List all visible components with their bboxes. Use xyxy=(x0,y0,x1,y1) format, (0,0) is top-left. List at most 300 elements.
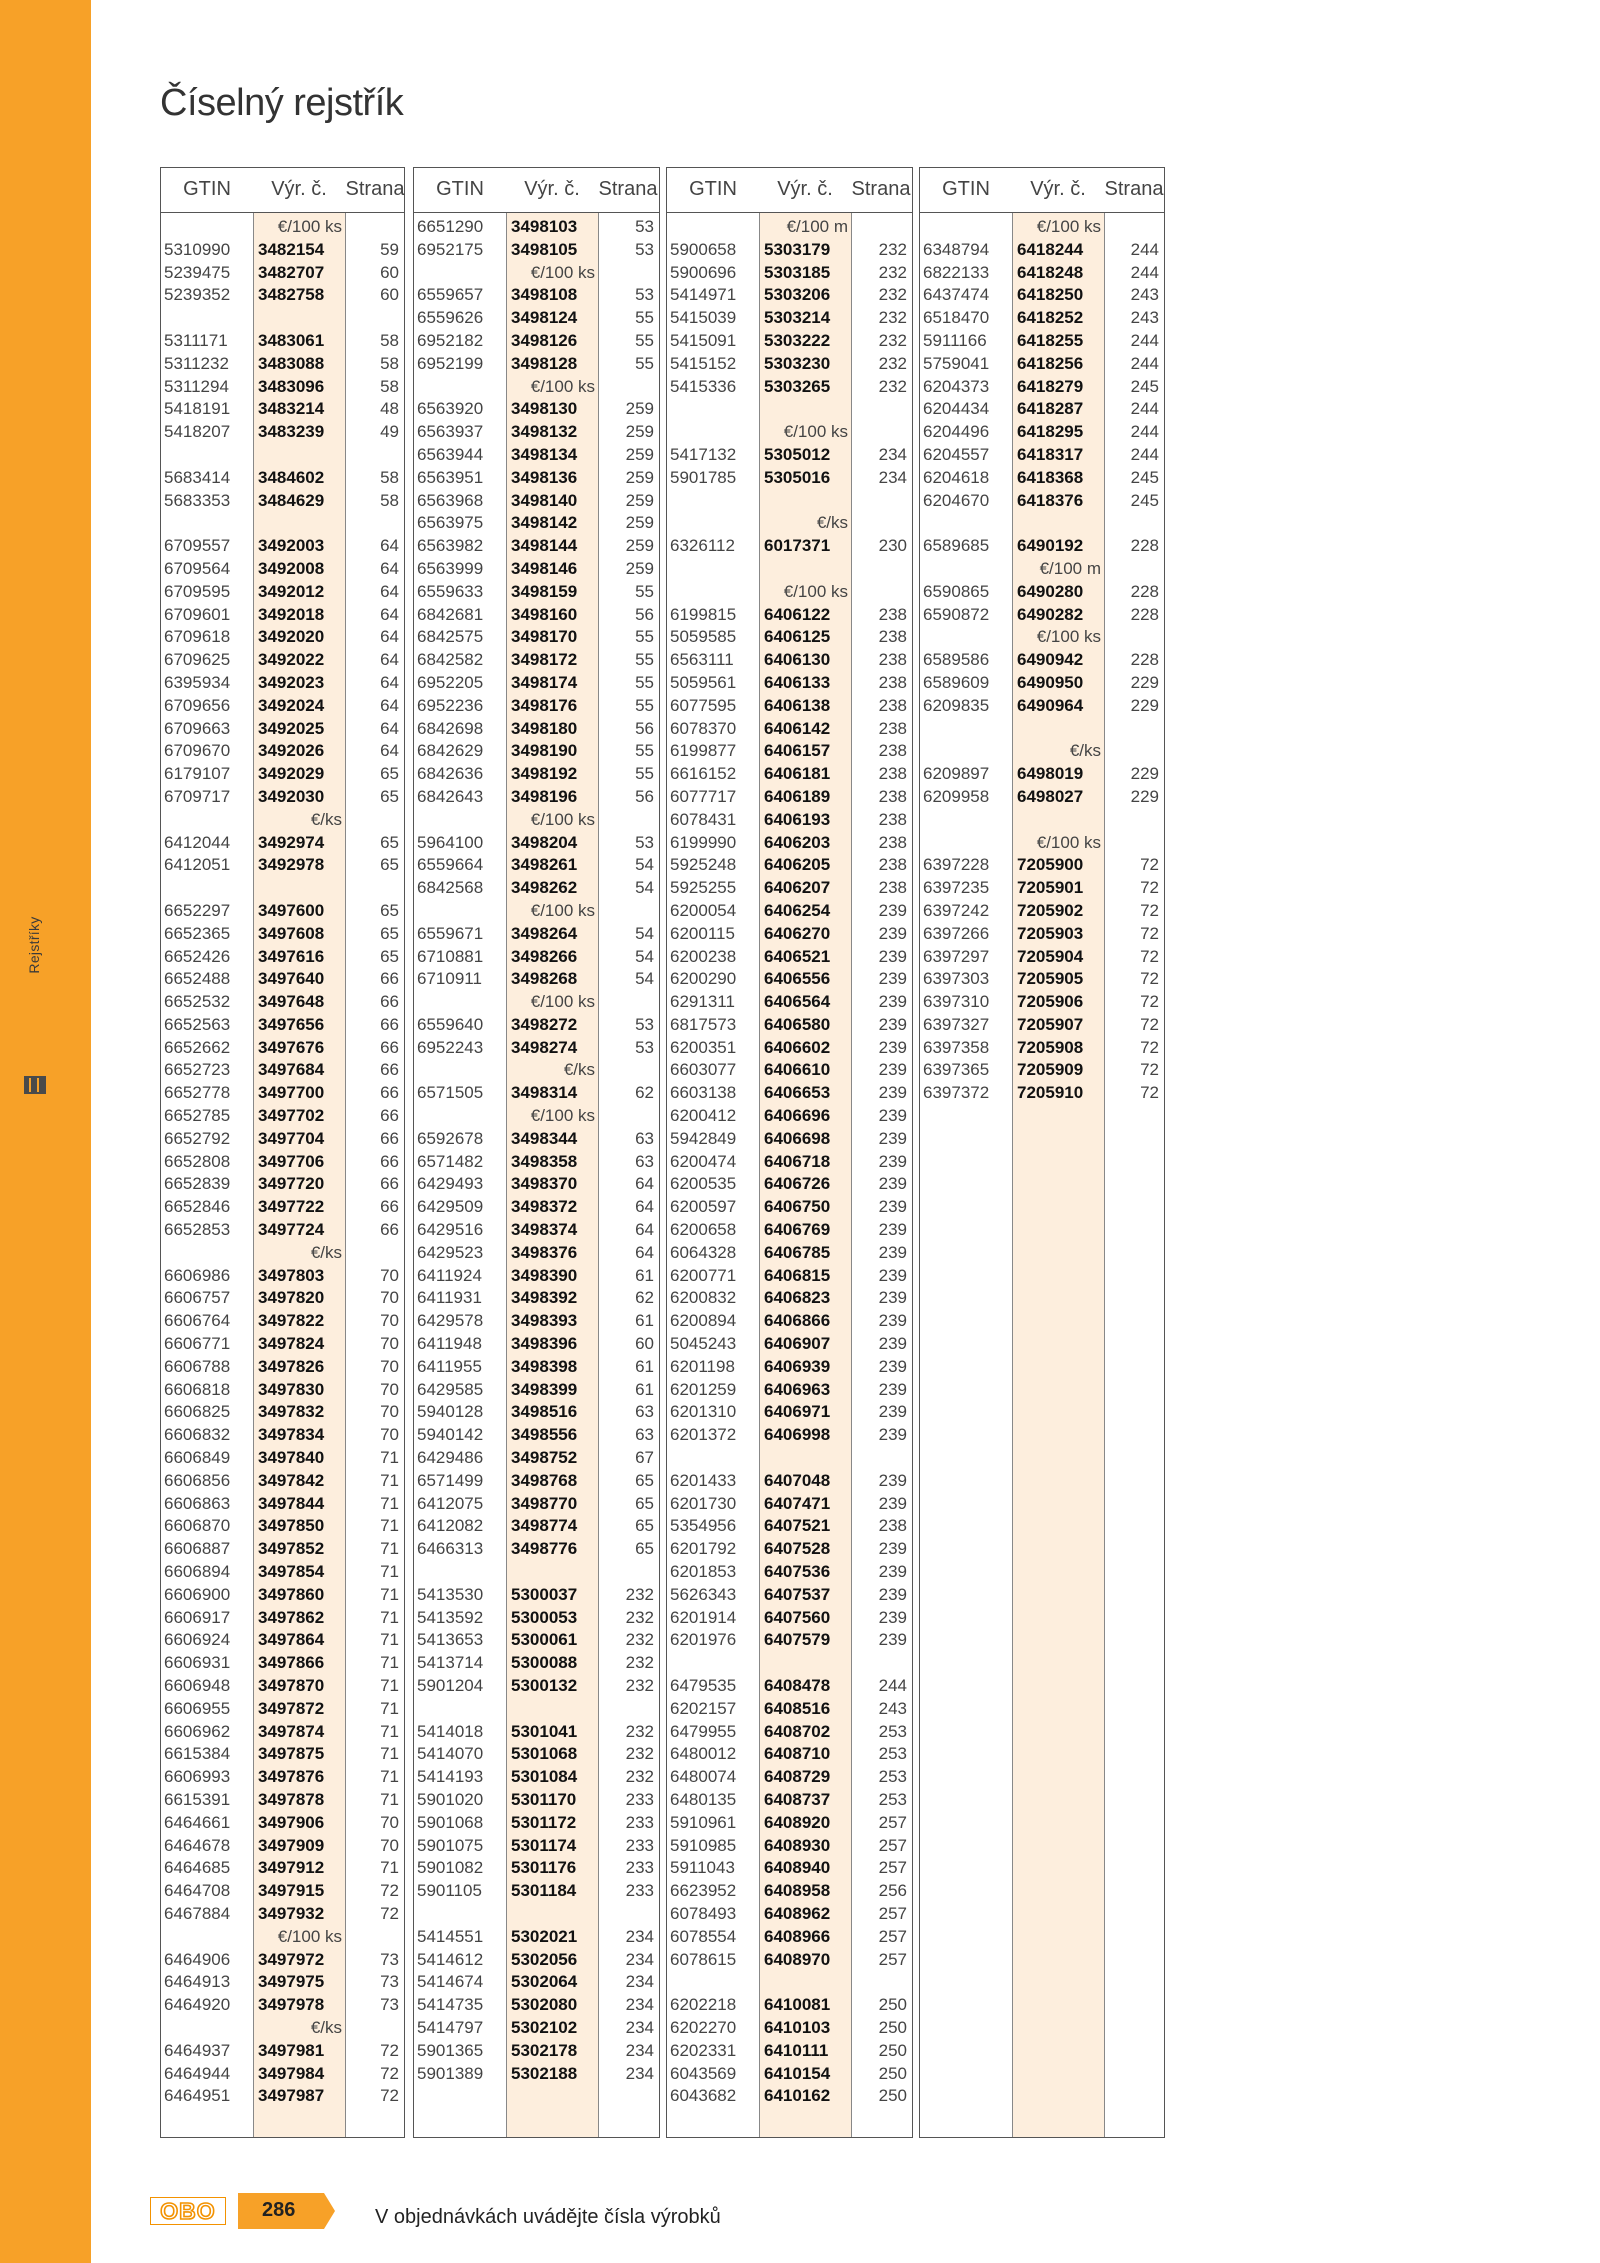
table-row xyxy=(161,1652,404,1675)
spacer-row xyxy=(667,490,912,513)
table-row xyxy=(414,2040,659,2063)
product-number-cell: 3497676 xyxy=(258,1037,325,1057)
page-cell: 256 xyxy=(878,1881,907,1901)
product-number-cell: 5300088 xyxy=(511,1653,578,1673)
gtin-cell: 5626343 xyxy=(670,1584,737,1604)
gtin-cell: 6590865 xyxy=(923,581,990,601)
gtin-cell: 6606818 xyxy=(164,1379,231,1399)
page-cell: 64 xyxy=(380,741,399,761)
product-number-cell: 3492030 xyxy=(258,786,325,806)
product-number-cell: 3497832 xyxy=(258,1402,325,1422)
gtin-cell: 6842629 xyxy=(417,741,484,761)
gtin-cell: 6464685 xyxy=(164,1858,231,1878)
page-cell: 71 xyxy=(380,1767,399,1787)
table-row xyxy=(161,1128,404,1151)
gtin-cell: 6464661 xyxy=(164,1812,231,1832)
gtin-cell: 6429585 xyxy=(417,1379,484,1399)
page-cell: 53 xyxy=(635,239,654,259)
page-cell: 54 xyxy=(635,969,654,989)
table-row xyxy=(161,854,404,877)
spacer-row xyxy=(414,1561,659,1584)
page-cell: 64 xyxy=(380,558,399,578)
gtin-cell: 6606894 xyxy=(164,1562,231,1582)
page-cell: 72 xyxy=(1140,878,1159,898)
product-number-cell: 3497906 xyxy=(258,1812,325,1832)
product-number-cell: 3498134 xyxy=(511,444,578,464)
page-cell: 232 xyxy=(625,1630,654,1650)
product-number-cell: 3492026 xyxy=(258,741,325,761)
product-number-cell: 3498136 xyxy=(511,467,578,487)
table-row xyxy=(161,991,404,1014)
gtin-cell: 6606931 xyxy=(164,1653,231,1673)
product-number-cell: 5301184 xyxy=(511,1881,577,1901)
product-number-cell: 3497854 xyxy=(258,1562,325,1582)
table-row xyxy=(414,1470,659,1493)
table-row xyxy=(667,604,912,627)
page-cell: 239 xyxy=(878,1470,907,1490)
table-row xyxy=(667,740,912,763)
product-number-cell: 3482154 xyxy=(258,239,325,259)
table-row xyxy=(920,353,1164,376)
product-number-cell: 6406142 xyxy=(764,718,831,738)
gtin-cell: 6412044 xyxy=(164,832,231,852)
product-number-cell: 5302056 xyxy=(511,1949,578,1969)
page-cell: 244 xyxy=(878,1676,907,1695)
product-number-cell: 6406130 xyxy=(764,650,831,670)
product-number-cell: 6407537 xyxy=(764,1584,831,1604)
table-row xyxy=(920,1037,1164,1060)
page-cell: 259 xyxy=(625,444,654,464)
gtin-cell: 6652808 xyxy=(164,1151,231,1171)
page-cell: 55 xyxy=(635,695,654,715)
gtin-cell: 6571505 xyxy=(417,1083,484,1103)
product-number-cell: 6407536 xyxy=(764,1562,831,1582)
table-row xyxy=(161,1219,404,1242)
gtin-cell: 6652662 xyxy=(164,1037,231,1057)
product-number-cell: 6418368 xyxy=(1017,467,1084,487)
table-row xyxy=(161,1789,404,1812)
page-cell: 64 xyxy=(635,1242,654,1262)
product-number-cell: 6408962 xyxy=(764,1903,831,1923)
gtin-cell: 6429509 xyxy=(417,1197,484,1217)
table-row xyxy=(667,1926,912,1949)
gtin-cell: 5683414 xyxy=(164,467,231,487)
page-cell: 55 xyxy=(635,741,654,761)
table-row xyxy=(414,1652,659,1675)
page-cell: 250 xyxy=(878,2063,907,2083)
gtin-cell: 6606962 xyxy=(164,1721,231,1741)
table-row xyxy=(414,353,659,376)
product-number-cell: 3497803 xyxy=(258,1265,325,1285)
gtin-cell: 6559671 xyxy=(417,923,484,943)
product-number-cell: 3498142 xyxy=(511,513,578,533)
product-number-cell: 6406769 xyxy=(764,1220,831,1240)
table-row xyxy=(667,946,912,969)
page-cell: 64 xyxy=(635,1220,654,1240)
page-cell: 72 xyxy=(1140,969,1159,989)
page-cell: 71 xyxy=(380,1744,399,1764)
page-cell: 232 xyxy=(878,285,907,305)
gtin-cell: 5900696 xyxy=(670,262,737,282)
table-row xyxy=(161,740,404,763)
spacer-row xyxy=(161,877,404,900)
table-row xyxy=(667,376,912,399)
table-row xyxy=(161,1538,404,1561)
product-number-cell: 6418248 xyxy=(1017,262,1084,282)
page-cell: 229 xyxy=(1130,695,1159,715)
gtin-cell: 6397365 xyxy=(923,1060,990,1080)
product-number-cell: 3492023 xyxy=(258,672,325,692)
gtin-cell: 5059585 xyxy=(670,627,737,647)
page-cell: 257 xyxy=(878,1858,907,1878)
page-cell: 244 xyxy=(1130,444,1159,464)
page-cell: 64 xyxy=(380,672,399,692)
page-cell: 65 xyxy=(635,1470,654,1490)
product-number-cell: 7205907 xyxy=(1017,1014,1084,1034)
page-cell: 72 xyxy=(1140,1083,1159,1103)
gtin-cell: 5901082 xyxy=(417,1858,484,1878)
page-cell: 72 xyxy=(1140,1037,1159,1057)
gtin-cell: 6411931 xyxy=(417,1288,482,1308)
page-cell: 239 xyxy=(878,1584,907,1604)
page-cell: 54 xyxy=(635,878,654,898)
gtin-cell: 5911166 xyxy=(923,330,987,350)
product-number-cell: 3497830 xyxy=(258,1379,325,1399)
table-row xyxy=(161,1607,404,1630)
gtin-cell: 5413530 xyxy=(417,1584,484,1604)
gtin-cell: 6652839 xyxy=(164,1174,231,1194)
gtin-cell: 6201259 xyxy=(670,1379,737,1399)
page-cell: 65 xyxy=(380,786,399,806)
gtin-cell: 6397310 xyxy=(923,992,990,1012)
page-cell: 239 xyxy=(878,1607,907,1627)
table-row xyxy=(667,535,912,558)
page-cell: 58 xyxy=(380,490,399,510)
table-row xyxy=(414,832,659,855)
product-number-cell: 6406998 xyxy=(764,1425,831,1445)
product-number-cell: 3498146 xyxy=(511,558,578,578)
product-number-cell: 3482758 xyxy=(258,285,325,305)
page-cell: 71 xyxy=(380,1698,399,1718)
page-cell: 53 xyxy=(635,1014,654,1034)
product-number-cell: 5303214 xyxy=(764,308,831,328)
price-unit-row xyxy=(667,512,912,535)
page-cell: 66 xyxy=(380,1151,399,1171)
gtin-cell: 6709618 xyxy=(164,627,231,647)
gtin-cell: 5239352 xyxy=(164,285,231,305)
table-row xyxy=(920,1059,1164,1082)
gtin-cell: 5413714 xyxy=(417,1653,484,1673)
table-row xyxy=(667,1173,912,1196)
page-cell: 238 xyxy=(878,809,907,829)
gtin-cell: 6709625 xyxy=(164,650,231,670)
table-row xyxy=(667,695,912,718)
product-number-cell: 7205900 xyxy=(1017,855,1084,875)
product-number-cell: 3497648 xyxy=(258,992,325,1012)
table-row xyxy=(667,1857,912,1880)
table-row xyxy=(414,1379,659,1402)
gtin-cell: 6200412 xyxy=(670,1106,737,1126)
gtin-cell: 6078431 xyxy=(670,809,737,829)
table-row xyxy=(667,1515,912,1538)
product-number-cell: 3492008 xyxy=(258,558,325,578)
table-row xyxy=(667,2017,912,2040)
product-number-cell: 6406203 xyxy=(764,832,831,852)
page-cell: 72 xyxy=(1140,855,1159,875)
gtin-cell: 6842575 xyxy=(417,627,484,647)
page-cell: 238 xyxy=(878,1516,907,1536)
gtin-cell: 6709601 xyxy=(164,604,231,624)
table-row xyxy=(414,1151,659,1174)
gtin-cell: 6466313 xyxy=(417,1539,484,1559)
table-row xyxy=(414,1356,659,1379)
price-unit: €/100 m xyxy=(1039,558,1101,578)
product-number-cell: 6406653 xyxy=(764,1083,831,1103)
table-row xyxy=(414,284,659,307)
product-number-cell: 3497684 xyxy=(258,1060,325,1080)
page-cell: 232 xyxy=(625,1584,654,1604)
product-number-cell: 6498019 xyxy=(1017,764,1084,784)
table-row xyxy=(667,1721,912,1744)
table-row xyxy=(920,604,1164,627)
page-cell: 232 xyxy=(878,239,907,259)
table-row xyxy=(414,216,659,239)
page-cell: 72 xyxy=(1140,1014,1159,1034)
table-row xyxy=(161,1675,404,1698)
page-cell: 63 xyxy=(635,1151,654,1171)
table-row xyxy=(161,649,404,672)
product-number-cell: 6406696 xyxy=(764,1106,831,1126)
price-unit: €/100 ks xyxy=(530,900,595,920)
page-header: Strana xyxy=(598,178,658,200)
page-cell: 232 xyxy=(625,1744,654,1764)
product-number-cell: 3498374 xyxy=(511,1220,578,1240)
product-number-cell: 5301176 xyxy=(511,1858,577,1878)
product-number-cell: 7205903 xyxy=(1017,923,1084,943)
price-unit: €/ks xyxy=(310,1242,342,1262)
spacer-row xyxy=(414,1698,659,1721)
gtin-cell: 5418191 xyxy=(164,399,231,419)
price-unit-row xyxy=(414,1059,659,1082)
table-row xyxy=(667,1698,912,1721)
page-cell: 56 xyxy=(635,604,654,624)
gtin-cell: 6842643 xyxy=(417,786,484,806)
page-cell: 250 xyxy=(878,2040,907,2060)
page-cell: 66 xyxy=(380,1014,399,1034)
gtin-cell: 6652532 xyxy=(164,992,231,1012)
page-cell: 58 xyxy=(380,376,399,396)
page-cell: 55 xyxy=(635,330,654,350)
gtin-cell: 6397327 xyxy=(923,1014,990,1034)
table-row xyxy=(667,1059,912,1082)
page-cell: 71 xyxy=(380,1789,399,1809)
table-row xyxy=(161,1835,404,1858)
table-row xyxy=(414,1401,659,1424)
table-row xyxy=(414,535,659,558)
gtin-cell: 6606955 xyxy=(164,1698,231,1718)
gtin-cell: 5414070 xyxy=(417,1744,484,1764)
product-number-cell: 6406610 xyxy=(764,1060,831,1080)
gtin-cell: 5414193 xyxy=(417,1767,484,1787)
price-unit: €/100 ks xyxy=(783,422,848,442)
page-cell: 65 xyxy=(380,855,399,875)
table-row xyxy=(920,467,1164,490)
page-cell: 62 xyxy=(635,1288,654,1308)
product-number-cell: 3483096 xyxy=(258,376,325,396)
page-cell: 55 xyxy=(635,353,654,373)
page-cell: 259 xyxy=(625,536,654,556)
product-number-cell: 3497975 xyxy=(258,1972,325,1992)
table-row xyxy=(161,1812,404,1835)
product-number-cell: 3498176 xyxy=(511,695,578,715)
gtin-cell: 6606825 xyxy=(164,1402,231,1422)
gtin-cell: 6397266 xyxy=(923,923,990,943)
product-number-cell: 3492025 xyxy=(258,718,325,738)
product-number-cell: 3498774 xyxy=(511,1516,578,1536)
page-cell: 243 xyxy=(1130,308,1159,328)
price-unit: €/100 ks xyxy=(530,376,595,396)
gtin-cell: 5354956 xyxy=(670,1516,737,1536)
page-cell: 239 xyxy=(878,900,907,920)
table-row xyxy=(161,923,404,946)
product-number-cell: 7205901 xyxy=(1017,878,1084,898)
product-number-cell: 5301084 xyxy=(511,1767,578,1787)
table-row xyxy=(161,1857,404,1880)
page-cell: 232 xyxy=(625,1721,654,1741)
gtin-cell: 6710881 xyxy=(417,946,484,966)
gtin-cell: 6563951 xyxy=(417,467,484,487)
spacer-row xyxy=(920,718,1164,741)
table-row xyxy=(161,1287,404,1310)
table-row xyxy=(414,1037,659,1060)
table-row xyxy=(920,284,1164,307)
product-number-cell: 3483214 xyxy=(258,399,325,419)
svg-text:OBO: OBO xyxy=(160,2198,216,2224)
gtin-cell: 6464913 xyxy=(164,1972,231,1992)
price-unit-row xyxy=(920,740,1164,763)
page-cell: 230 xyxy=(878,536,907,556)
price-unit: €/100 ks xyxy=(530,809,595,829)
table-row xyxy=(667,1538,912,1561)
product-number-cell: 6407471 xyxy=(764,1493,831,1513)
page-cell: 56 xyxy=(635,786,654,806)
product-number-cell: 6490192 xyxy=(1017,536,1084,556)
table-row xyxy=(920,330,1164,353)
gtin-cell: 6199877 xyxy=(670,741,737,761)
page-cell: 239 xyxy=(878,1014,907,1034)
gtin-cell: 6201372 xyxy=(670,1425,737,1445)
page-cell: 229 xyxy=(1130,786,1159,806)
product-number-cell: 3492018 xyxy=(258,604,325,624)
product-number-cell: 3497860 xyxy=(258,1584,325,1604)
gtin-cell: 6179107 xyxy=(164,764,231,784)
product-number-cell: 5302178 xyxy=(511,2040,578,2060)
table-row xyxy=(667,1037,912,1060)
table-row xyxy=(414,1994,659,2017)
table-row xyxy=(667,353,912,376)
product-number-cell: 3498314 xyxy=(511,1083,578,1103)
gtin-cell: 6429493 xyxy=(417,1174,484,1194)
product-number-cell: 3498160 xyxy=(511,604,578,624)
product-number-cell: 3498266 xyxy=(511,946,578,966)
table-row xyxy=(667,307,912,330)
product-number-cell: 3492024 xyxy=(258,695,325,715)
product-number-cell: 6406189 xyxy=(764,786,831,806)
page-cell: 70 xyxy=(380,1288,399,1308)
product-number-cell: 7205908 xyxy=(1017,1037,1084,1057)
table-row xyxy=(667,1493,912,1516)
gtin-cell: 6200115 xyxy=(670,923,735,943)
product-number-cell: 5303230 xyxy=(764,353,831,373)
table-row xyxy=(667,467,912,490)
gtin-cell: 6326112 xyxy=(670,536,735,556)
gtin-cell: 6606757 xyxy=(164,1288,231,1308)
gtin-cell: 6652723 xyxy=(164,1060,231,1080)
gtin-cell: 5925248 xyxy=(670,855,737,875)
product-number-cell: 6406726 xyxy=(764,1174,831,1194)
page-cell: 259 xyxy=(625,558,654,578)
product-number-cell: 5301172 xyxy=(511,1812,577,1832)
product-number-cell: 3498264 xyxy=(511,923,578,943)
page-cell: 244 xyxy=(1130,330,1159,350)
table-row xyxy=(414,398,659,421)
price-unit: €/100 ks xyxy=(1036,832,1101,852)
table-row xyxy=(667,649,912,672)
page-cell: 61 xyxy=(635,1265,654,1285)
table-row xyxy=(667,1766,912,1789)
page-cell: 253 xyxy=(878,1767,907,1787)
price-unit-row xyxy=(161,216,404,239)
table-row xyxy=(414,1949,659,1972)
page-cell: 233 xyxy=(625,1835,654,1855)
table-row xyxy=(920,923,1164,946)
product-number-cell: 3492978 xyxy=(258,855,325,875)
table-row xyxy=(161,1515,404,1538)
page-cell: 238 xyxy=(878,718,907,738)
product-number-cell: 6406698 xyxy=(764,1128,831,1148)
product-number-cell: 3497820 xyxy=(258,1288,325,1308)
gtin-cell: 5964100 xyxy=(417,832,484,852)
table-row xyxy=(414,1333,659,1356)
page-cell: 71 xyxy=(380,1676,399,1695)
gtin-cell: 6652426 xyxy=(164,946,231,966)
product-number-cell: 3498105 xyxy=(511,239,578,259)
price-unit: €/ks xyxy=(563,1060,595,1080)
table-row xyxy=(161,1196,404,1219)
price-unit-row xyxy=(161,1242,404,1265)
table-row xyxy=(667,2063,912,2086)
product-number-cell: 5302102 xyxy=(511,2017,578,2037)
table-row xyxy=(161,1766,404,1789)
page-cell: 65 xyxy=(380,923,399,943)
gtin-cell: 5414612 xyxy=(417,1949,484,1969)
table-row xyxy=(414,1629,659,1652)
table-row xyxy=(161,672,404,695)
page-cell: 259 xyxy=(625,513,654,533)
product-number-cell: 5300132 xyxy=(511,1676,578,1695)
product-number-cell: 5303222 xyxy=(764,330,831,350)
table-row xyxy=(161,239,404,262)
gtin-cell: 5310990 xyxy=(164,239,231,259)
table-row xyxy=(161,1470,404,1493)
table-row xyxy=(161,1994,404,2017)
table-row xyxy=(414,1219,659,1242)
table-row xyxy=(161,353,404,376)
page-cell: 239 xyxy=(878,1288,907,1308)
product-number-cell: 6418256 xyxy=(1017,353,1084,373)
gtin-cell: 6201792 xyxy=(670,1539,737,1559)
table-row xyxy=(161,1014,404,1037)
